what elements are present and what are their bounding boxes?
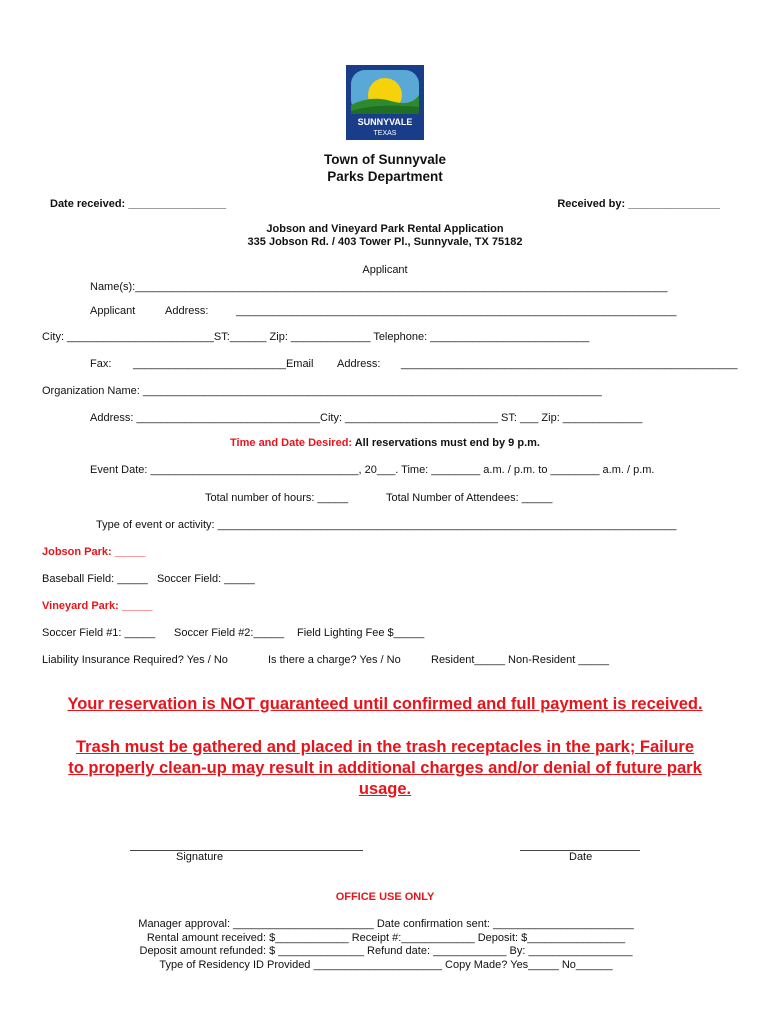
office-row-manager[interactable]: Manager approval: _______________________ Date confirmation sent: _______________________ (138, 918, 634, 930)
town-title: Town of Sunnyvale Parks Department (323, 152, 446, 184)
charge-question[interactable]: Is there a charge? Yes / No (268, 654, 401, 666)
resident-status[interactable]: Resident_____ Non-Resident _____ (431, 654, 609, 666)
vineyard-park[interactable]: Vineyard Park: _____ (42, 600, 153, 612)
signature-line[interactable] (130, 850, 363, 851)
liability-insurance[interactable]: Liability Insurance Required? Yes / No (42, 654, 228, 666)
logo-sub: TEXAS (373, 130, 397, 137)
office-use-heading: OFFICE USE ONLY (335, 891, 435, 903)
signature-label: Signature (176, 851, 224, 863)
fax-field[interactable]: _________________________Email (133, 358, 314, 370)
office-row-rental[interactable]: Rental amount received: $____________ Receipt #:____________ Deposit: $________________ (146, 931, 626, 944)
applicant-label: Applicant (90, 305, 136, 317)
total-hours[interactable]: Total number of hours: _____ (205, 492, 349, 504)
reservation-warning: Your reservation is NOT guaranteed until confirmed and full payment is received. (67, 695, 703, 713)
soccer-field-2[interactable]: Soccer Field #2:_____ (174, 627, 285, 639)
organization-name[interactable]: Organization Name: ___________________________________________________________________________ (42, 385, 602, 397)
total-attendees[interactable]: Total Number of Attendees: _____ (386, 492, 553, 504)
city-row[interactable]: City: ________________________ST:______ Zip: _____________ Telephone: __________________________ (42, 331, 590, 343)
sunnyvale-logo (346, 65, 424, 140)
trash-warning: Trash must be gathered and placed in the trash receptacles in the park; Failure to properly clean-up may result in additional charges and/or denial of future park usage. (68, 738, 702, 798)
received-by: Received by: _______________ (557, 198, 720, 210)
soccer-field-1[interactable]: Soccer Field #1: _____ (42, 627, 156, 639)
date-received: Date received: ________________ (50, 198, 227, 210)
names-field[interactable]: Name(s):_______________________________________________________________________________________ (90, 281, 668, 293)
fax-label: Fax: (90, 358, 112, 370)
form-title: Jobson and Vineyard Park Rental Application 335 Jobson Rd. / 403 Tower Pl., Sunnyvale, TX 75182 (247, 223, 523, 248)
organization-address[interactable]: Address: ______________________________City: _________________________ ST: ___ Zip: _____________ (90, 412, 643, 424)
jobson-fields[interactable]: Baseball Field: _____ Soccer Field: _____ (42, 573, 255, 585)
office-use-block (126, 918, 646, 972)
address-field[interactable]: ________________________________________________________________________ (236, 305, 677, 317)
logo-name: SUNNYVALE (357, 117, 413, 127)
email-address-label: Address: (337, 358, 381, 370)
jobson-park[interactable]: Jobson Park: _____ (42, 546, 146, 558)
date-label: Date (569, 851, 593, 863)
office-row-residency[interactable]: Type of Residency ID Provided _____________________ Copy Made? Yes_____ No______ (159, 958, 613, 971)
address-label: Address: (165, 305, 209, 317)
event-type[interactable]: Type of event or activity: ___________________________________________________________________________ (96, 519, 677, 531)
time-date-desired: Time and Date Desired: All reservations must end by 9 p.m. (230, 437, 540, 449)
email-field[interactable]: _______________________________________________________ (401, 358, 738, 370)
event-date[interactable]: Event Date: __________________________________, 20___. Time: ________ a.m. / p.m. to ________ a.m. / p.m. (90, 464, 655, 476)
office-row-deposit[interactable]: Deposit amount refunded: $ ______________ Refund date: ____________ By: _________________ (139, 945, 633, 957)
lighting-fee[interactable]: Field Lighting Fee $_____ (297, 627, 425, 639)
applicant-heading: Applicant (362, 264, 408, 276)
